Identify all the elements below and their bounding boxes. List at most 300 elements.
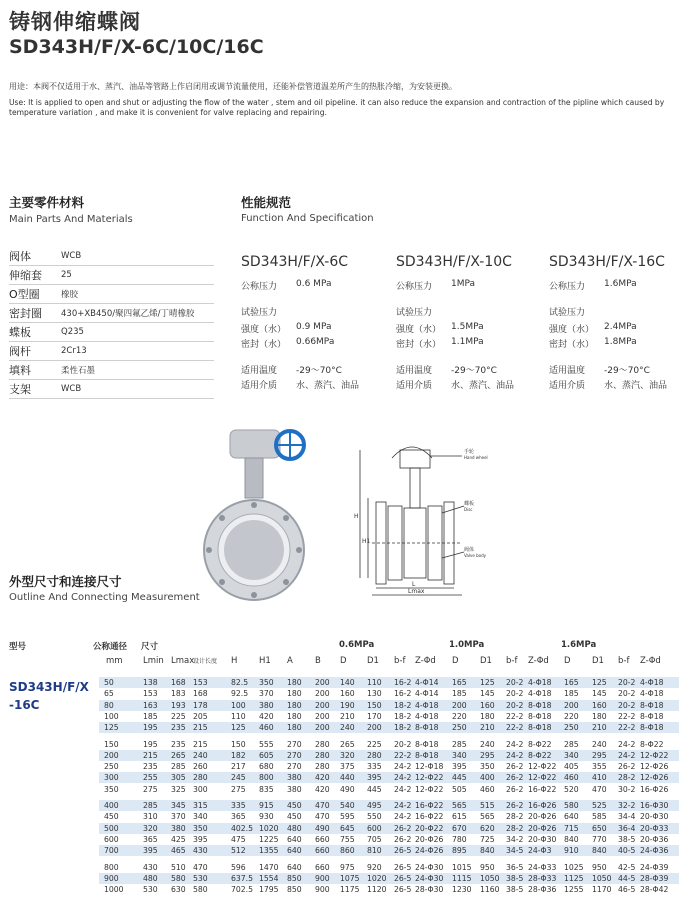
table-cell: 28-Φ36 — [528, 885, 557, 895]
table-cell: 395 — [367, 773, 382, 783]
table-cell: 8-Φ18 — [415, 739, 439, 749]
table-cell: 110 — [367, 678, 382, 687]
table-cell: 26-2 — [394, 823, 412, 833]
spec-test-label: 试验压力 — [549, 308, 586, 318]
part-material: 430+XB450/聚四氟乙烯/丁晴橡胶 — [61, 309, 195, 319]
table-row — [99, 884, 679, 895]
part-name: 阀杆 — [9, 345, 31, 358]
table-cell: 28-2 — [618, 773, 636, 783]
spec-pressure-label: 公称压力 — [396, 282, 433, 292]
table-cell: 300 — [104, 773, 119, 783]
table-cell: 512 — [231, 846, 246, 856]
table-cell: 92.5 — [231, 689, 249, 699]
table-cell: 445 — [367, 784, 382, 794]
header-dn: 公称通径 — [93, 642, 128, 652]
table-cell: 24-Φ3 — [528, 846, 552, 856]
label-disc-cn: 蝶板 — [464, 501, 475, 507]
table-cell: 280 — [315, 762, 330, 772]
table-cell: 340 — [452, 750, 467, 760]
table-cell: 36-4 — [618, 823, 636, 833]
table-cell: 185 — [564, 689, 579, 699]
table-cell: 1225 — [259, 834, 279, 844]
spec-medium: 水、蒸汽、油品 — [604, 381, 668, 391]
table-row — [99, 800, 679, 811]
table-cell: 480 — [287, 823, 302, 833]
table-row — [99, 811, 679, 822]
table-cell: 265 — [171, 750, 186, 760]
table-cell: 170 — [367, 711, 382, 721]
table-cell: 380 — [287, 784, 302, 794]
table-cell: 1020 — [259, 823, 279, 833]
table-cell: 125 — [592, 678, 607, 687]
part-material: WCB — [61, 384, 82, 394]
spec-title-cn: 性能规范 — [241, 195, 292, 210]
table-cell: 4-Φ14 — [415, 689, 439, 699]
sub-header: D1 — [367, 656, 379, 666]
table-cell: 8-Φ22 — [528, 750, 552, 760]
table-cell: 8-Φ22 — [528, 739, 552, 749]
table-cell: 20-Φ26 — [528, 823, 557, 833]
header-p2: 1.0MPa — [449, 640, 485, 650]
table-cell: 280 — [193, 773, 208, 783]
table-cell: 365 — [143, 834, 158, 844]
sub-header: D — [452, 656, 459, 666]
table-cell: 700 — [104, 846, 119, 856]
part-name: 伸缩套 — [9, 269, 42, 282]
table-cell: 295 — [592, 750, 607, 760]
table-cell: 640 — [287, 862, 302, 872]
spec-test-label: 试验压力 — [241, 308, 278, 318]
table-cell: 320 — [340, 750, 355, 760]
table-cell: 930 — [259, 812, 274, 822]
table-cell: 12-Φ22 — [528, 773, 557, 783]
table-cell: 20-Φ30 — [640, 812, 669, 822]
table-cell: 950 — [592, 862, 607, 872]
table-cell: 850 — [287, 873, 302, 883]
table-cell: 240 — [592, 739, 607, 749]
table-cell: 145 — [480, 689, 495, 699]
table-cell: 8-Φ18 — [415, 723, 439, 733]
table-cell: 50 — [104, 678, 114, 687]
table-cell: 24-2 — [506, 739, 524, 749]
table-cell: 4-Φ18 — [528, 689, 552, 699]
table-cell: 275 — [143, 784, 158, 794]
spec-temp: -29～70°C — [604, 366, 650, 376]
table-cell: 660 — [315, 862, 330, 872]
table-row — [99, 739, 679, 750]
table-cell: 26-2 — [618, 762, 636, 772]
table-cell: 34-2 — [506, 834, 524, 844]
spec-medium: 水、蒸汽、油品 — [451, 381, 515, 391]
table-cell: 215 — [193, 739, 208, 749]
table-cell: 16-Φ22 — [528, 784, 557, 794]
table-cell: 250 — [452, 723, 467, 733]
table-cell: 1000 — [104, 885, 124, 895]
table-cell: 1255 — [564, 885, 584, 895]
table-cell: 215 — [193, 723, 208, 733]
table-cell: 460 — [564, 773, 579, 783]
table-cell: 8-Φ18 — [528, 711, 552, 721]
table-cell: 1115 — [452, 873, 472, 883]
table-cell: 34-5 — [506, 846, 524, 856]
table-cell: 18-2 — [394, 723, 412, 733]
table-cell: 640 — [564, 812, 579, 822]
table-row — [99, 845, 679, 856]
table-cell: 450 — [287, 812, 302, 822]
table-cell: 8-Φ22 — [640, 739, 664, 749]
table-cell: 1470 — [259, 862, 279, 872]
table-cell: 20-Φ33 — [640, 823, 669, 833]
table-cell: 28-Φ33 — [528, 873, 557, 883]
table-cell: 20-Φ30 — [528, 834, 557, 844]
table-cell: 4-Φ18 — [640, 678, 664, 687]
table-cell: 440 — [340, 773, 355, 783]
table-cell: 780 — [452, 834, 467, 844]
table-cell: 8-Φ18 — [640, 700, 664, 710]
dim-h: H — [354, 513, 359, 520]
table-cell: 24-2 — [394, 762, 412, 772]
table-cell: 4-Φ18 — [528, 678, 552, 687]
valve-photo — [200, 410, 310, 605]
table-cell: 320 — [143, 823, 158, 833]
parts-title-en: Main Parts And Materials — [9, 214, 133, 225]
table-cell: 28-Φ42 — [640, 885, 669, 895]
table-cell: 470 — [592, 784, 607, 794]
table-cell: 450 — [287, 801, 302, 810]
table-cell: 163 — [143, 700, 158, 710]
table-cell: 22-2 — [618, 711, 636, 721]
part-material: 柔性石墨 — [61, 366, 96, 376]
table-cell: 24-2 — [394, 773, 412, 783]
table-cell: 24-Φ30 — [415, 862, 444, 872]
table-row — [99, 700, 679, 711]
table-cell: 16-2 — [394, 689, 412, 699]
table-cell: 165 — [452, 678, 467, 687]
table-cell: 270 — [287, 739, 302, 749]
table-cell: 65 — [104, 689, 114, 699]
table-cell: 1125 — [564, 873, 584, 883]
spec-seal-label: 密封（水） — [549, 340, 595, 350]
table-cell: 280 — [315, 750, 330, 760]
table-cell: 335 — [231, 801, 246, 810]
table-cell: 425 — [171, 834, 186, 844]
table-cell: 20-Φ22 — [415, 823, 444, 833]
table-cell: 600 — [104, 834, 119, 844]
table-cell: 200 — [367, 723, 382, 733]
table-cell: 205 — [193, 711, 208, 721]
spec-title-en: Function And Specification — [241, 213, 374, 224]
table-cell: 410 — [592, 773, 607, 783]
table-cell: 240 — [340, 723, 355, 733]
parts-row — [9, 266, 214, 285]
table-cell: 24-2 — [506, 750, 524, 760]
table-cell: 12-Φ22 — [415, 784, 444, 794]
usage-text-cn: 用途：本阀不仅适用于水、蒸汽、油品等管路上作启闭用或调节流量使用，还能补偿管道温差所产生的热胀冷缩，为安装更换。 — [9, 82, 457, 91]
table-cell: 36-5 — [506, 862, 524, 872]
table-cell: 1230 — [452, 885, 472, 895]
table-cell: 340 — [564, 750, 579, 760]
table-cell: 800 — [104, 862, 119, 872]
table-cell: 125 — [231, 723, 246, 733]
table-cell: 240 — [480, 739, 495, 749]
table-cell: 225 — [367, 739, 382, 749]
table-cell: 405 — [564, 762, 579, 772]
table-cell: 770 — [592, 834, 607, 844]
model-name-line2: -16C — [9, 698, 40, 712]
table-cell: 280 — [367, 750, 382, 760]
table-cell: 125 — [480, 678, 495, 687]
table-cell: 26-2 — [506, 773, 524, 783]
table-cell: 335 — [367, 762, 382, 772]
table-row — [99, 834, 679, 845]
spec-medium-label: 适用介质 — [241, 381, 278, 391]
part-name: 填料 — [9, 364, 31, 377]
table-cell: 235 — [171, 739, 186, 749]
table-cell: 285 — [171, 762, 186, 772]
table-cell: 350 — [104, 784, 119, 794]
spec-model: SD343H/F/X-6C — [241, 254, 349, 270]
table-cell: 640 — [287, 834, 302, 844]
table-cell: 670 — [452, 823, 467, 833]
sub-header: 设计长度 — [193, 658, 218, 665]
table-cell: 12-Φ22 — [640, 750, 669, 760]
table-cell: 16-Φ22 — [415, 801, 444, 810]
spec-seal-label: 密封（水） — [241, 340, 287, 350]
table-cell: 28-Φ39 — [640, 873, 669, 883]
table-cell: 165 — [564, 678, 579, 687]
table-cell: 200 — [315, 723, 330, 733]
usage-text-en: Use: It is applied to open and shut or adjusting the flow of the water , stem and oil pipeline. it can also reduce the expansion and contraction of the pipline which caused by temperature variation , and make it is convenient for valve replacing and repairing. — [9, 98, 665, 117]
table-cell: 183 — [171, 689, 186, 699]
table-row — [99, 772, 679, 783]
table-cell: 180 — [287, 723, 302, 733]
table-cell: 185 — [452, 689, 467, 699]
table-cell: 24-2 — [618, 750, 636, 760]
spec-strength-label: 强度（水） — [396, 325, 442, 335]
sub-header: b-f — [394, 656, 406, 666]
table-cell: 1025 — [564, 862, 584, 872]
table-cell: 860 — [340, 846, 355, 856]
parts-row — [9, 323, 214, 342]
table-cell: 168 — [193, 689, 208, 699]
dim-lmax: Lmax — [408, 588, 425, 595]
table-cell: 185 — [143, 711, 158, 721]
table-cell: 12-Φ22 — [528, 762, 557, 772]
table-cell: 680 — [259, 762, 274, 772]
model-name-line1: SD343H/F/X — [9, 680, 89, 694]
table-row — [99, 873, 679, 884]
table-cell: 153 — [143, 689, 158, 699]
table-cell: 300 — [193, 784, 208, 794]
table-cell: 225 — [171, 711, 186, 721]
table-cell: 640 — [287, 846, 302, 856]
table-cell: 530 — [143, 885, 158, 895]
table-cell: 702.5 — [231, 885, 254, 895]
table-cell: 270 — [287, 750, 302, 760]
table-cell: 180 — [287, 678, 302, 687]
table-cell: 24-2 — [394, 801, 412, 810]
table-cell: 20-2 — [618, 700, 636, 710]
table-cell: 375 — [340, 762, 355, 772]
dim-h1: H1 — [362, 538, 371, 545]
table-cell: 245 — [231, 773, 246, 783]
table-cell: 420 — [315, 784, 330, 794]
table-cell: 430 — [193, 846, 208, 856]
table-cell: 150 — [367, 700, 382, 710]
table-cell: 200 — [315, 700, 330, 710]
table-cell: 480 — [143, 873, 158, 883]
spec-strength: 2.4MPa — [604, 322, 637, 332]
table-cell: 645 — [340, 823, 355, 833]
part-name: 阀体 — [9, 250, 31, 263]
table-cell: 605 — [259, 750, 274, 760]
table-cell: 350 — [193, 823, 208, 833]
table-cell: 1795 — [259, 885, 279, 895]
table-cell: 660 — [315, 846, 330, 856]
table-cell: 490 — [315, 823, 330, 833]
spec-pressure-label: 公称压力 — [241, 282, 278, 292]
table-cell: 38-5 — [506, 885, 524, 895]
table-cell: 460 — [259, 723, 274, 733]
table-cell: 295 — [480, 750, 495, 760]
table-cell: 1050 — [592, 873, 612, 883]
table-cell: 637.5 — [231, 873, 254, 883]
table-cell: 200 — [315, 711, 330, 721]
spec-test-label: 试验压力 — [396, 308, 433, 318]
table-cell: 285 — [452, 739, 467, 749]
table-cell: 1075 — [340, 873, 360, 883]
table-cell: 840 — [592, 846, 607, 856]
table-cell: 180 — [592, 711, 607, 721]
page-title-en: SD343H/F/X-6C/10C/16C — [9, 36, 264, 58]
table-cell: 8-Φ18 — [528, 700, 552, 710]
table-cell: 24-Φ39 — [640, 862, 669, 872]
table-cell: 910 — [564, 846, 579, 856]
table-cell: 210 — [480, 723, 495, 733]
table-cell: 20-2 — [618, 678, 636, 687]
table-cell: 20-2 — [506, 678, 524, 687]
table-cell: 565 — [480, 812, 495, 822]
table-cell: 402.5 — [231, 823, 254, 833]
table-cell: 8-Φ18 — [640, 711, 664, 721]
table-cell: 26-2 — [394, 834, 412, 844]
table-cell: 540 — [340, 801, 355, 810]
table-row — [99, 688, 679, 699]
sub-header: b-f — [506, 656, 518, 666]
table-cell: 395 — [193, 834, 208, 844]
table-cell: 580 — [193, 885, 208, 895]
table-cell: 800 — [259, 773, 274, 783]
table-cell: 220 — [452, 711, 467, 721]
table-cell: 705 — [367, 834, 382, 844]
spec-temp-label: 适用温度 — [241, 366, 278, 376]
table-cell: 138 — [143, 678, 158, 687]
model-name — [9, 678, 89, 714]
table-cell: 16-Φ26 — [528, 801, 557, 810]
table-cell: 255 — [143, 773, 158, 783]
table-row — [99, 722, 679, 733]
table-cell: 100 — [231, 700, 246, 710]
sub-header: H1 — [259, 656, 271, 666]
table-cell: 470 — [315, 801, 330, 810]
table-cell: 510 — [171, 862, 186, 872]
table-cell: 217 — [231, 762, 246, 772]
table-cell: 555 — [259, 739, 274, 749]
table-cell: 250 — [564, 723, 579, 733]
table-cell: 915 — [259, 801, 274, 810]
table-cell: 125 — [104, 723, 119, 733]
part-name: 支架 — [9, 383, 31, 396]
spec-medium-label: 适用介质 — [549, 381, 586, 391]
table-cell: 340 — [193, 812, 208, 822]
table-cell: 395 — [452, 762, 467, 772]
table-cell: 18-2 — [394, 711, 412, 721]
table-cell: 445 — [452, 773, 467, 783]
table-cell: 38-5 — [618, 834, 636, 844]
table-cell: 725 — [480, 834, 495, 844]
page-title-cn: 铸钢伸缩蝶阀 — [9, 10, 141, 34]
table-cell: 210 — [592, 723, 607, 733]
table-cell: 365 — [231, 812, 246, 822]
sub-header: D1 — [592, 656, 604, 666]
table-cell: 200 — [564, 700, 579, 710]
table-cell: 615 — [452, 812, 467, 822]
table-cell: 180 — [480, 711, 495, 721]
table-cell: 20-Φ26 — [415, 834, 444, 844]
table-cell: 12-Φ22 — [415, 773, 444, 783]
part-name: O型圈 — [9, 288, 40, 301]
table-cell: 26-2 — [506, 801, 524, 810]
table-cell: 12-Φ26 — [640, 773, 669, 783]
table-cell: 370 — [171, 812, 186, 822]
table-row — [99, 784, 679, 795]
table-cell: 1554 — [259, 873, 279, 883]
table-cell: 200 — [315, 689, 330, 699]
sub-header: D — [564, 656, 571, 666]
table-cell: 840 — [564, 834, 579, 844]
table-cell: 16-Φ22 — [415, 812, 444, 822]
table-row — [99, 862, 679, 873]
parts-row — [9, 342, 214, 361]
header-model: 型号 — [9, 642, 27, 652]
table-cell: 24-2 — [618, 739, 636, 749]
table-cell: 715 — [564, 823, 579, 833]
table-cell: 24-2 — [394, 784, 412, 794]
table-cell: 520 — [564, 784, 579, 794]
parts-row — [9, 285, 214, 304]
table-cell: 1355 — [259, 846, 279, 856]
table-cell: 12-Φ18 — [415, 762, 444, 772]
table-cell: 178 — [193, 700, 208, 710]
header-p3: 1.6MPa — [561, 640, 597, 650]
table-cell: 130 — [367, 689, 382, 699]
sub-header: Lmin — [143, 656, 164, 666]
table-cell: 20-Φ26 — [528, 812, 557, 822]
spec-medium: 水、蒸汽、油品 — [296, 381, 360, 391]
table-cell: 835 — [259, 784, 274, 794]
spec-seal: 1.1MPa — [451, 337, 484, 347]
parts-row — [9, 380, 214, 399]
table-cell: 180 — [287, 711, 302, 721]
table-cell: 475 — [231, 834, 246, 844]
table-cell: 900 — [104, 873, 119, 883]
header-mm: mm — [106, 656, 123, 666]
table-cell: 26-5 — [394, 885, 412, 895]
dimensions-title-cn: 外型尺寸和连接尺寸 — [9, 574, 122, 589]
table-cell: 900 — [315, 873, 330, 883]
table-cell: 420 — [315, 773, 330, 783]
table-cell: 24-Φ26 — [415, 846, 444, 856]
